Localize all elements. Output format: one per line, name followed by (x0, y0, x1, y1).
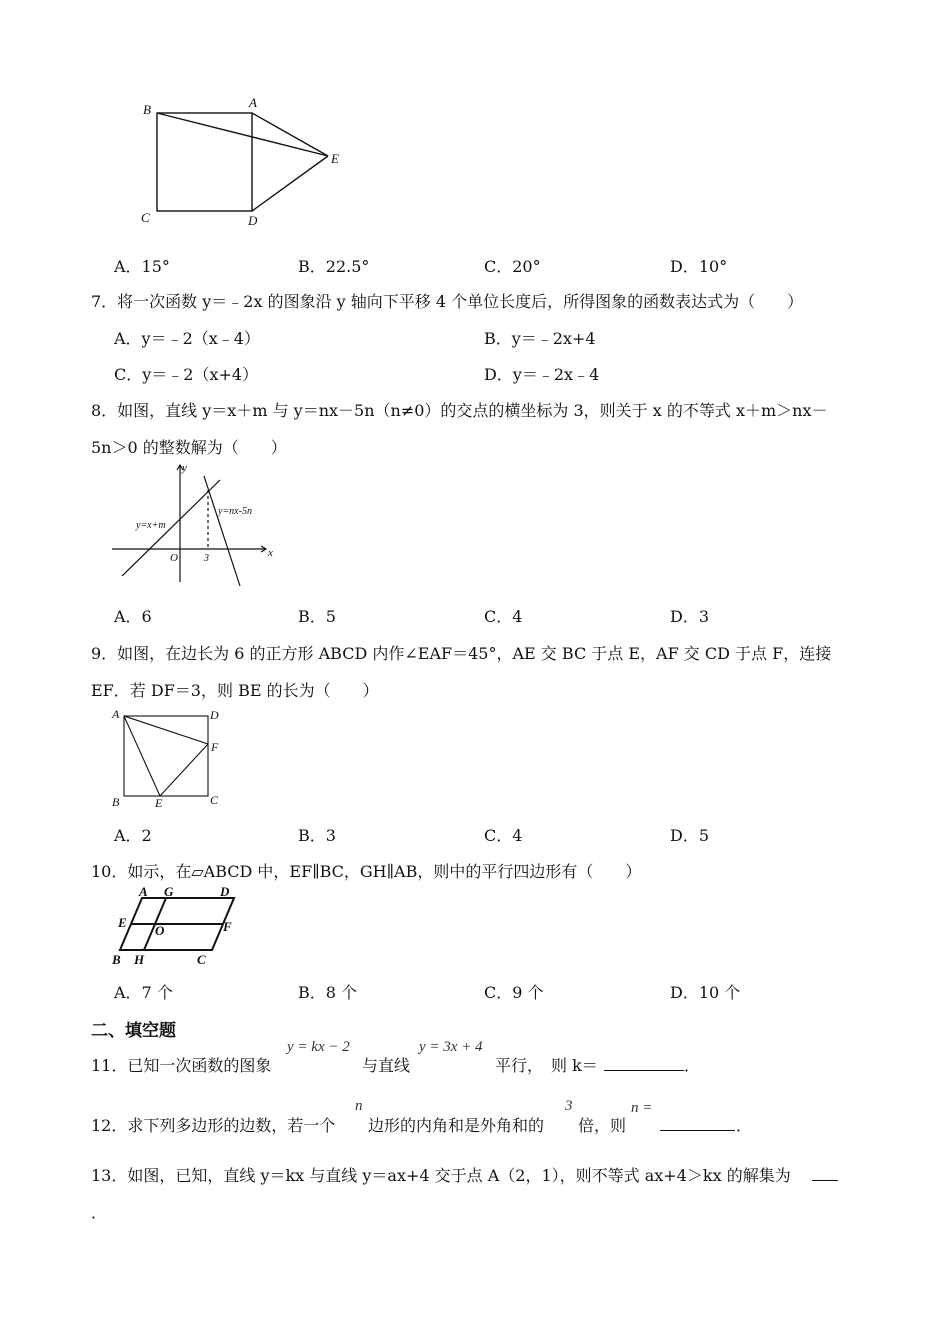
q6-option-b: B．22.5° (298, 257, 370, 276)
q11-end: ． (684, 1056, 701, 1075)
q7-stem: 7．将一次函数 y＝﹣2x 的图象沿 y 轴向下平移 4 个单位长度后，所得图象的函数表达式为（ ） (91, 292, 804, 311)
q6-label-d: D (248, 213, 258, 228)
q10-label-g: G (164, 886, 174, 899)
q13-stem: 13．如图，已知，直线 y＝kx 与直线 y＝ax+4 交于点 A（2，1），则不等式 ax+4＞kx 的解集为 (91, 1166, 791, 1185)
q8-line-nx-5n (204, 476, 240, 586)
q6-line-de (252, 156, 328, 211)
q9-option-d: D．5 (670, 826, 710, 845)
q11-answer-blank[interactable] (604, 1056, 684, 1071)
q9-option-c: C．4 (484, 826, 523, 845)
q7-option-c: C．y＝﹣2（x+4） (114, 365, 259, 384)
q10-label-a: A (139, 886, 148, 899)
q12-prefix: 12．求下列多边形的边数，若一个 (91, 1116, 336, 1135)
q8-label-line1: y=x+m (136, 520, 166, 531)
q12-end: ． (736, 1116, 753, 1135)
q9-option-b: B．3 (298, 826, 336, 845)
q7-option-b: B．y＝﹣2x+4 (484, 329, 596, 348)
q10-label-h: H (134, 952, 145, 967)
q9-label-d: D (210, 708, 219, 722)
q6-label-a: A (249, 95, 257, 110)
q8-label-line2: y=nx-5n (218, 506, 252, 517)
q9-stem-line2: EF．若 DF＝3，则 BE 的长为（ ） (91, 681, 379, 700)
q10-figure (108, 886, 248, 968)
q9-label-e: E (155, 796, 163, 810)
q10-option-b: B．8 个 (298, 983, 358, 1002)
q10-label-c: C (197, 952, 206, 967)
q11-suffix: 平行， 则 k＝ (495, 1056, 598, 1075)
q12-math-eq: n = (631, 1100, 653, 1116)
q6-figure (130, 92, 360, 232)
q11-prefix: 11．已知一次函数的图象 (91, 1056, 272, 1075)
q10-label-e: E (118, 915, 127, 930)
q9-line-ae (124, 716, 160, 796)
q8-option-c: C．4 (484, 607, 523, 626)
q6-label-c: C (141, 210, 150, 225)
q12-mid2: 倍，则 (578, 1116, 627, 1135)
q6-option-d: D．10° (670, 257, 728, 276)
q10-label-b: B (112, 952, 121, 967)
q8-label-x: x (268, 547, 273, 559)
q8-stem-line1: 8．如图，直线 y＝x＋m 与 y＝nx－5n（n≠0）的交点的横坐标为 3，则关于 x 的不等式 x＋m＞nx－ (91, 401, 828, 420)
q9-figure (108, 704, 228, 812)
q9-label-c: C (210, 793, 219, 807)
q10-label-f: F (223, 919, 232, 934)
q6-label-e: E (331, 151, 339, 166)
q8-label-3: 3 (204, 553, 209, 564)
q6-option-a: A．15° (114, 257, 170, 276)
q10-label-d: D (220, 886, 230, 899)
q12-mid: 边形的内角和是外角和的 (368, 1116, 545, 1135)
q9-label-f: F (211, 740, 219, 754)
q8-label-o: O (170, 552, 178, 564)
q9-square (124, 716, 208, 796)
q12-math-3: 3 (565, 1098, 573, 1114)
q7-option-d: D．y＝﹣2x﹣4 (484, 365, 600, 384)
q11-math-1: y = kx − 2 (287, 1039, 350, 1055)
q8-stem-line2: 5n＞0 的整数解为（ ） (91, 438, 287, 457)
q6-option-c: C．20° (484, 257, 541, 276)
q7-option-a: A．y＝﹣2（x﹣4） (114, 329, 260, 348)
q10-option-c: C．9 个 (484, 983, 544, 1002)
q13-end: ． (91, 1203, 108, 1222)
q8-option-a: A．6 (114, 607, 152, 626)
q6-label-b: B (143, 102, 151, 117)
q11-mid: 与直线 (362, 1056, 411, 1075)
q8-label-y: y (182, 462, 187, 474)
q9-stem-line1: 9．如图，在边长为 6 的正方形 ABCD 内作∠EAF＝45°，AE 交 BC 于点 E，AF 交 CD 于点 F，连接 (91, 644, 832, 663)
q8-figure (108, 460, 288, 590)
q12-answer-blank[interactable] (660, 1116, 735, 1131)
q6-square (157, 113, 252, 211)
q10-option-d: D．10 个 (670, 983, 741, 1002)
q13-answer-blank[interactable] (812, 1166, 838, 1181)
q9-label-a: A (112, 707, 120, 721)
q9-label-b: B (112, 795, 120, 809)
q11-math-2: y = 3x + 4 (419, 1039, 483, 1055)
q9-line-af (124, 716, 208, 744)
q10-stem: 10．如示，在▱ABCD 中，EF∥BC，GH∥AB，则中的平行四边形有（ ） (91, 862, 642, 881)
q6-line-be (157, 113, 328, 156)
q9-option-a: A．2 (114, 826, 152, 845)
q10-label-o: O (155, 923, 165, 938)
q12-math-n: n (355, 1098, 363, 1114)
q10-option-a: A．7 个 (114, 983, 173, 1002)
q9-line-ef (160, 744, 208, 796)
q8-option-d: D．3 (670, 607, 710, 626)
section-2-heading: 二、填空题 (91, 1021, 176, 1041)
q8-option-b: B．5 (298, 607, 336, 626)
q6-line-ae (252, 113, 328, 156)
